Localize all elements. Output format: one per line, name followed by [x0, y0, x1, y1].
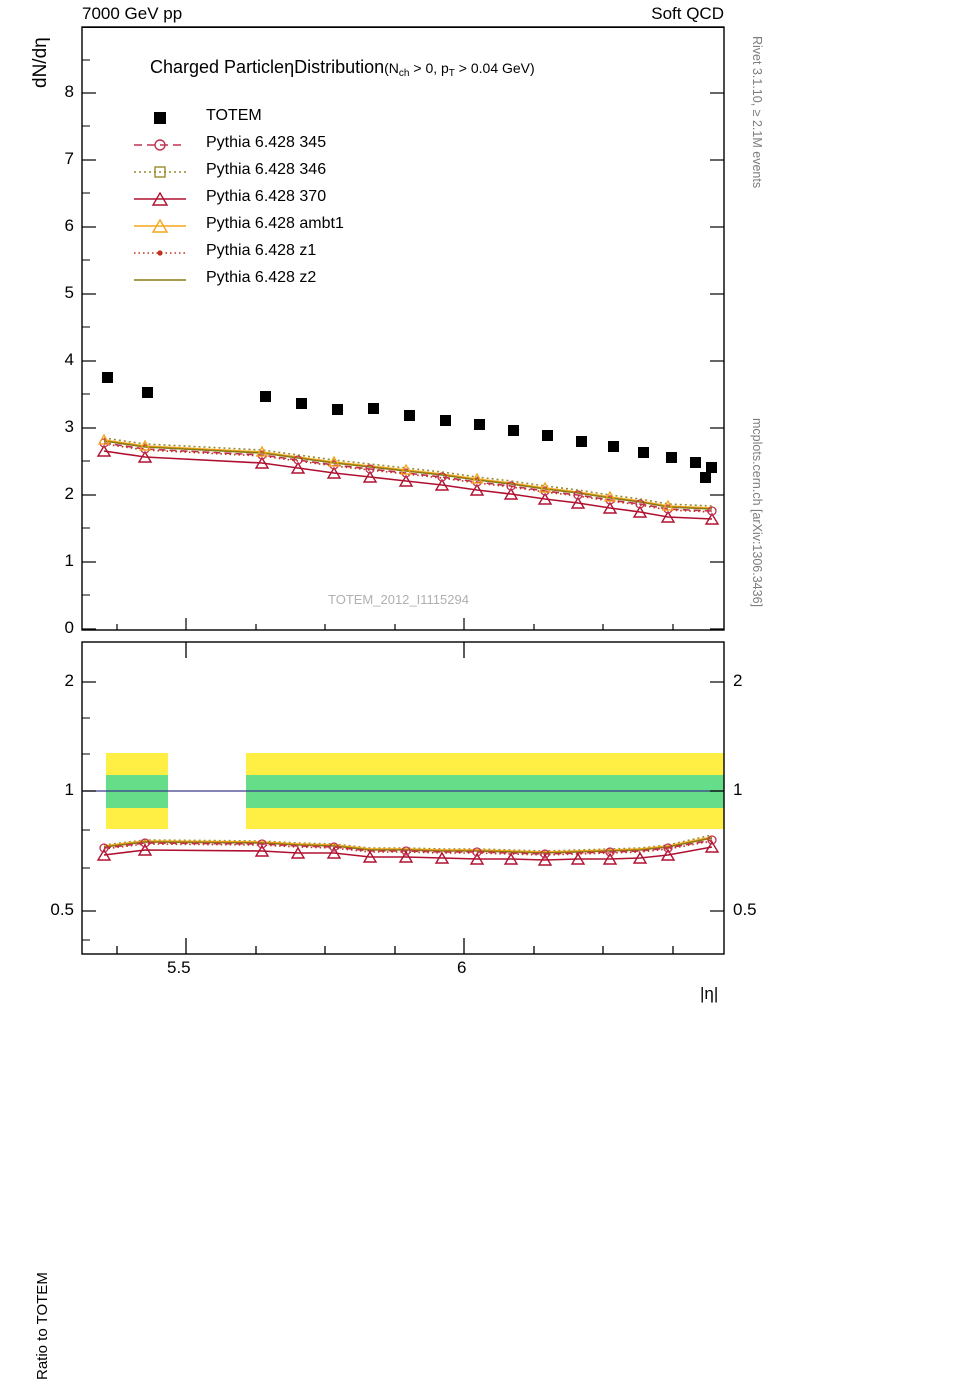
main-ytick-3: 3	[64, 417, 74, 436]
legend-marker-z2	[132, 272, 196, 288]
legend-label-z1: Pythia 6.428 z1	[206, 242, 317, 259]
series-370-markers	[98, 446, 718, 524]
legend-label-totem: TOTEM	[206, 107, 262, 124]
main-ytick-8: 8	[64, 82, 74, 101]
main-ytick-5: 5	[64, 283, 74, 302]
dataset-watermark: TOTEM_2012_I1115294	[328, 592, 469, 607]
ratio-ytick-right-2: 2	[733, 671, 743, 690]
ratio-plot-canvas	[0, 640, 786, 1024]
ratio-345-markers	[100, 836, 716, 858]
legend-label-ambt1: Pythia 6.428 ambt1	[206, 215, 344, 232]
header-right: Soft QCD	[651, 4, 724, 23]
ratio-ytick-right-05: 0.5	[733, 900, 757, 919]
legend-marker-370	[132, 191, 196, 207]
right-caption-bottom-wrap	[750, 418, 953, 607]
ratio-ytick-left-05: 0.5	[50, 900, 74, 919]
ratio-xtick-6: 6	[457, 958, 467, 977]
main-y-axis-label: dN/dη	[30, 37, 51, 88]
legend-item-z2[interactable]	[132, 268, 432, 295]
main-ytick-4: 4	[64, 350, 74, 369]
legend-marker-346	[132, 164, 196, 180]
plot-title-main: Charged Particle	[150, 57, 285, 77]
plot-title-dist: Distribution	[294, 57, 385, 77]
main-ytick-2: 2	[64, 484, 74, 503]
plot-title-eta: η	[284, 57, 295, 77]
right-caption-bottom: mcplots.cern.ch [arXiv:1306.3436]	[750, 418, 764, 607]
main-plot-canvas	[0, 0, 786, 640]
plot-title-cond-a: (N	[384, 60, 399, 76]
legend-item-z1[interactable]	[132, 241, 432, 268]
main-ytick-6: 6	[64, 216, 74, 235]
x-axis-label: |η|	[700, 984, 719, 1003]
main-ytick-1: 1	[64, 551, 74, 570]
right-caption-top: Rivet 3.1.10, ≥ 2.1M events	[750, 36, 764, 189]
legend-marker-ambt1	[132, 218, 196, 234]
series-totem-points	[102, 372, 717, 483]
ratio-y-axis-label-wrap	[34, 1272, 142, 1397]
right-caption-top-wrap	[750, 36, 916, 189]
ratio-ytick-left-2: 2	[64, 671, 74, 690]
ratio-y-minorticks-left	[82, 718, 90, 940]
ratio-y-axis-label: Ratio to TOTEM	[34, 1272, 51, 1380]
plot-title-cond-sub2: T	[448, 68, 455, 79]
plot-title-cond-sub: ch	[398, 68, 410, 79]
legend-label-z2: Pythia 6.428 z2	[206, 269, 317, 286]
legend-marker-z1	[132, 245, 196, 261]
legend-marker-345	[132, 137, 196, 153]
ratio-xtick-55: 5.5	[167, 958, 191, 977]
main-ytick-7: 7	[64, 149, 74, 168]
plot-title-cond-c: > 0.04 GeV)	[454, 60, 535, 76]
curve-370	[104, 451, 712, 519]
ratio-panel	[0, 640, 786, 1380]
main-x-ticks	[117, 618, 673, 630]
legend-label-346: Pythia 6.428 346	[206, 161, 327, 178]
legend-item-ambt1[interactable]	[132, 214, 432, 241]
main-y-ticks-right	[710, 93, 724, 629]
legend-item-346[interactable]	[132, 160, 432, 187]
plot-title-cond-b: > 0, p	[409, 60, 449, 76]
legend-label-370: Pythia 6.428 370	[206, 188, 327, 205]
legend-marker-totem	[132, 110, 196, 126]
legend-item-345[interactable]	[132, 133, 432, 160]
ratio-ytick-left-1: 1	[64, 780, 74, 799]
main-y-ticks-left	[82, 93, 96, 629]
main-ytick-0: 0	[64, 618, 74, 637]
legend-item-totem[interactable]	[132, 106, 432, 133]
main-panel	[0, 0, 786, 640]
header-left: 7000 GeV pp	[82, 4, 183, 23]
main-y-minorticks-left	[82, 60, 90, 595]
ratio-ytick-right-1: 1	[733, 780, 743, 799]
legend	[132, 106, 432, 295]
legend-label-345: Pythia 6.428 345	[206, 134, 327, 151]
legend-item-370[interactable]	[132, 187, 432, 214]
ratio-370-markers	[98, 842, 718, 865]
ratio-y-ticks-left	[82, 682, 96, 911]
